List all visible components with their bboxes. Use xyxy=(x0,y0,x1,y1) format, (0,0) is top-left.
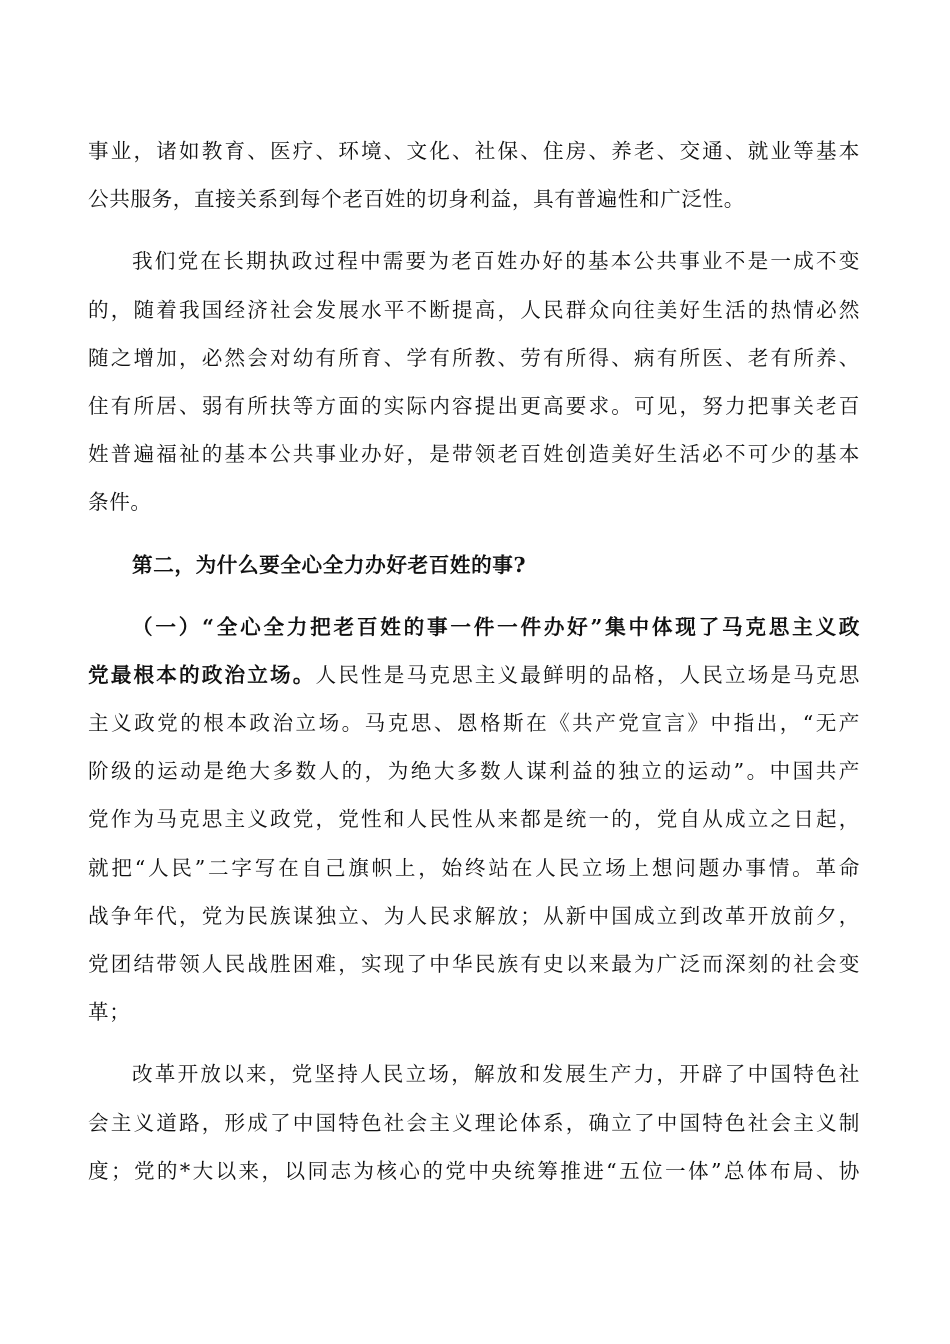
paragraph-2-line-4: 住有所居、弱有所扶等方面的实际内容提出更高要求。可见，努力把事关老百 xyxy=(88,393,860,418)
paragraph-4-line-2: 会主义道路，形成了中国特色社会主义理论体系，确立了中国特色社会主义制 xyxy=(88,1110,860,1135)
paragraph-3-line-6: 就把“人民”二字写在自己旗帜上，始终站在人民立场上想问题办事情。革命 xyxy=(88,855,860,880)
paragraph-2-line-6: 条件。 xyxy=(88,490,152,515)
paragraph-3-line-4: 阶级的运动是绝大多数人的，为绝大多数人谋利益的独立的运动”。中国共产 xyxy=(88,759,860,784)
paragraph-3-line-5: 党作为马克思主义政党，党性和人民性从来都是统一的，党自从成立之日起， xyxy=(88,807,860,832)
document-body xyxy=(88,127,860,1195)
paragraph-2-line-2: 的，随着我国经济社会发展水平不断提高，人民群众向往美好生活的热情必然 xyxy=(88,297,860,322)
paragraph-3-line-7: 战争年代，党为民族谋独立、为人民求解放；从新中国成立到改革开放前夕， xyxy=(88,903,860,928)
paragraph-spacing xyxy=(88,1036,860,1050)
paragraph-3-line-9: 革； xyxy=(88,1000,131,1025)
paragraph-spacing xyxy=(88,527,860,541)
paragraph-4-line-1: 改革开放以来，党坚持人民立场，解放和发展生产力，开辟了中国特色社 xyxy=(132,1062,860,1087)
paragraph-3-line-3: 主义政党的根本政治立场。马克思、恩格斯在《共产党宣言》中指出，“无产 xyxy=(88,711,860,736)
paragraph-2-line-5: 姓普遍福祉的基本公共事业办好，是带领老百姓创造美好生活必不可少的基本 xyxy=(88,442,860,467)
paragraph-1-line-1: 事业，诸如教育、医疗、环境、文化、社保、住房、养老、交通、就业等基本 xyxy=(88,139,860,163)
paragraph-3-line-2 xyxy=(88,651,860,699)
paragraph-2-line-1: 我们党在长期执政过程中需要为老百姓办好的基本公共事业不是一成不变 xyxy=(132,249,860,274)
paragraph-3-line-8: 党团结带领人民战胜困难，实现了中华民族有史以来最为广泛而深刻的社会变 xyxy=(88,952,860,976)
paragraph-4-line-3: 度；党的*大以来，以同志为核心的党中央统筹推进“五位一体”总体布局、协 xyxy=(88,1158,860,1183)
paragraph-1-line-2: 公共服务，直接关系到每个老百姓的切身利益，具有普遍性和广泛性。 xyxy=(88,187,746,212)
paragraph-2-line-3: 随之增加，必然会对幼有所育、学有所教、劳有所得、病有所医、老有所养、 xyxy=(88,345,860,370)
paragraph-spacing xyxy=(88,589,860,603)
subheading-line-2: 党最根本的政治立场。 xyxy=(88,662,316,687)
paragraph-spacing xyxy=(88,223,860,237)
section-heading: 第二，为什么要全心全力办好老百姓的事? xyxy=(132,552,527,577)
subheading-line-1: （一）“全心全力把老百姓的事一件一件办好”集中体现了马克思主义政 xyxy=(132,614,860,639)
paragraph-3-line-2-rest: 人民性是马克思主义最鲜明的品格，人民立场是马克思 xyxy=(315,662,860,687)
